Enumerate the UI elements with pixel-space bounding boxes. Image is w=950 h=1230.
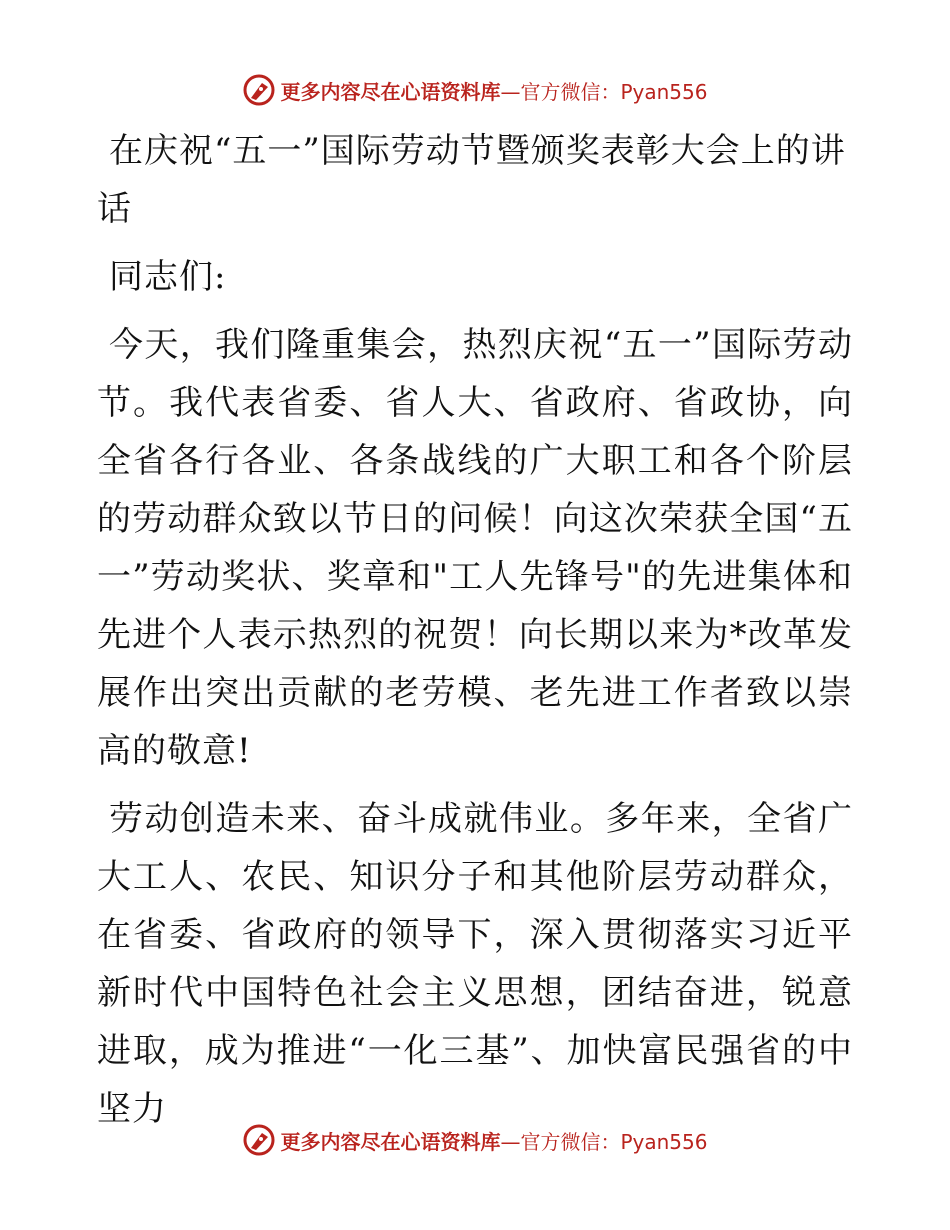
banner-main-text: 更多内容尽在心语资料库 [280,1129,501,1154]
document-title: 在庆祝“五一”国际劳动节暨颁奖表彰大会上的讲话 [97,131,846,229]
banner-wechat-text: —官方微信：Pyan556 [500,79,708,104]
pen-nib-logo-icon [242,1123,276,1157]
banner-main-text: 更多内容尽在心语资料库 [280,79,501,104]
salutation: 同志们: [109,257,227,297]
paragraph-1: 今天，我们隆重集会，热烈庆祝“五一”国际劳动节。我代表省委、省人大、省政府、省政协，向全省各行各业、各条战线的广大职工和各个阶层的劳动群众致以节日的问候！向这次荣获全国“五一”劳动奖状、奖章和"工人先锋号"的先进集体和先进个人表示热烈的祝贺！向长期以来为*改革发展作出突出贡献的老劳模、老先进工作者致以崇高的敬意! [97,325,853,771]
document-body [97,122,853,1148]
pen-nib-logo-icon [242,73,276,107]
banner-wechat-text: —官方微信：Pyan556 [500,1129,708,1154]
paragraph-2: 劳动创造未来、奋斗成就伟业。多年来，全省广大工人、农民、知识分子和其他阶层劳动群众，在省委、省政府的领导下，深入贯彻落实习近平新时代中国特色社会主义思想，团结奋进，锐意进取，成为推进“一化三基”、加快富民强省的中坚力 [97,799,853,1129]
footer-watermark-banner [0,1120,950,1160]
header-watermark-banner [0,70,950,110]
